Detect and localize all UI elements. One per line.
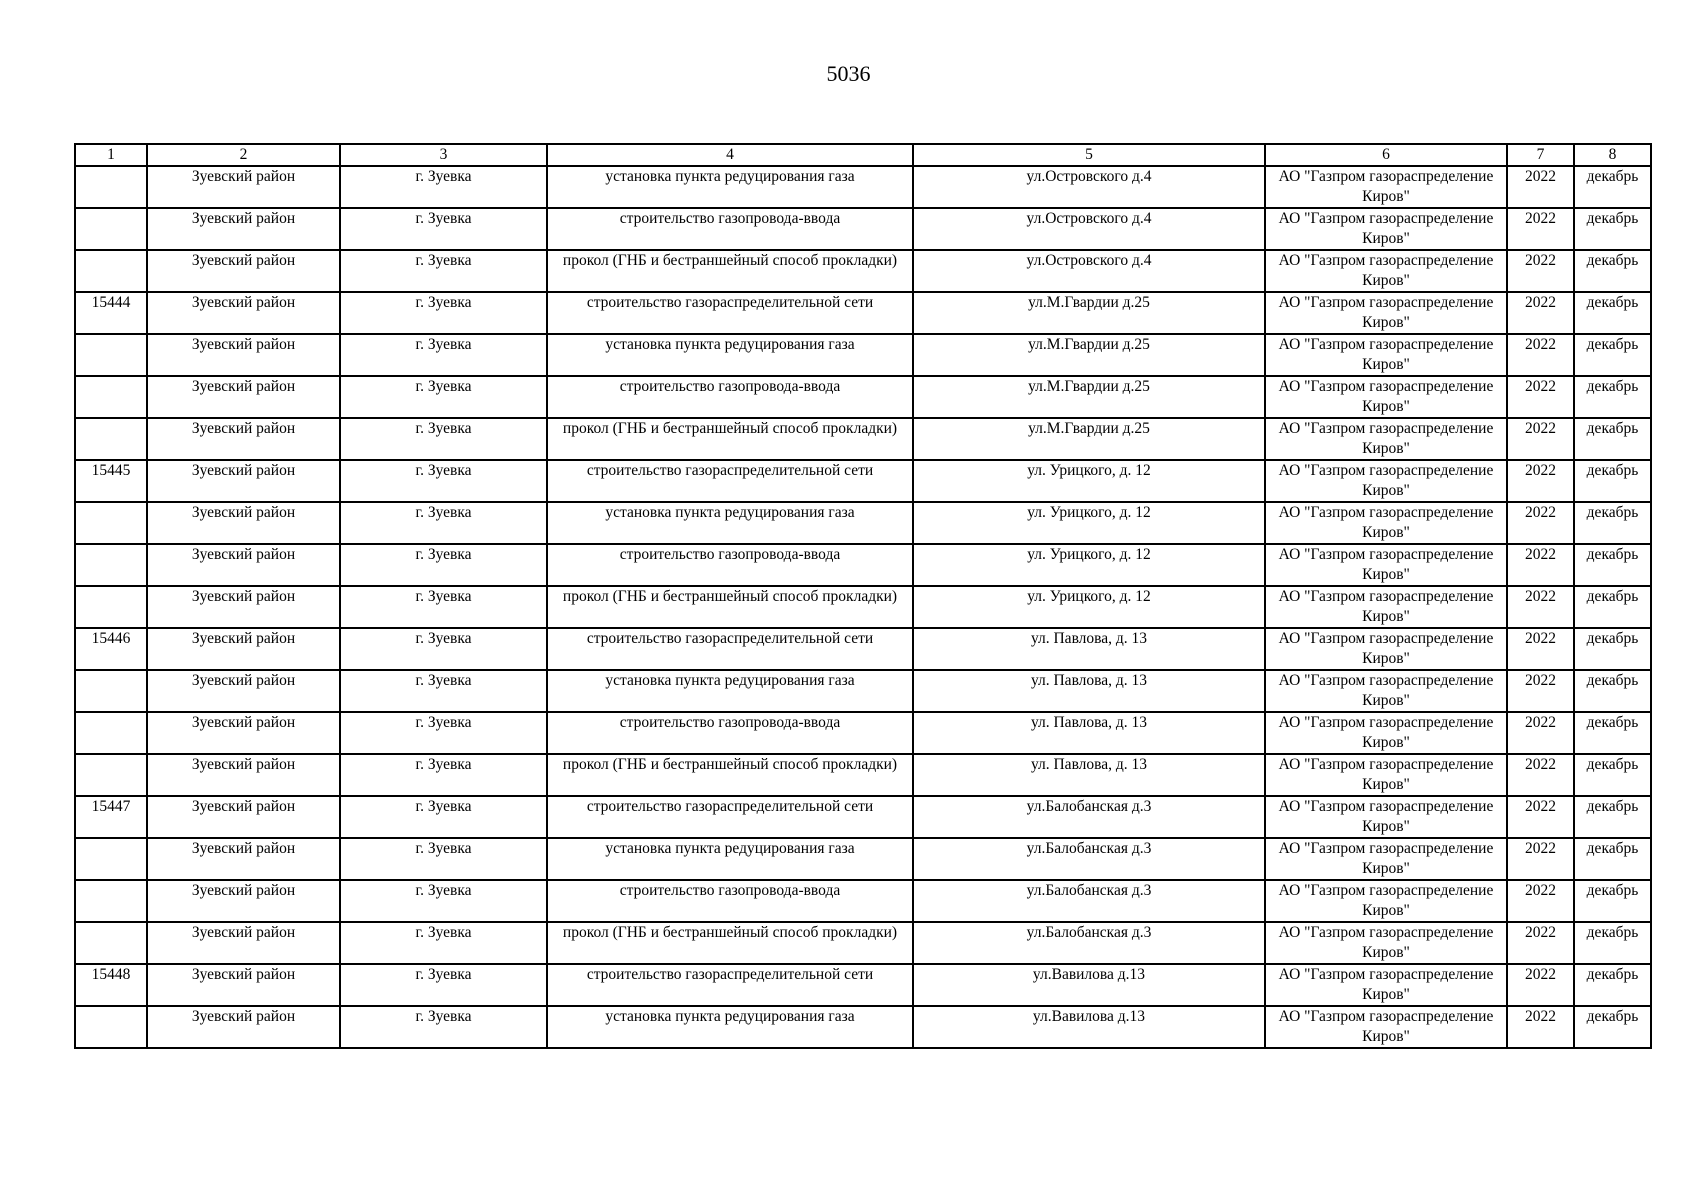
cell-town: г. Зуевка <box>340 670 547 712</box>
table-row <box>75 712 1651 754</box>
table-row <box>75 670 1651 712</box>
cell-year: 2022 <box>1507 628 1574 670</box>
cell-work-type: установка пункта редуцирования газа <box>547 334 913 376</box>
cell-address: ул.Балобанская д.3 <box>913 838 1265 880</box>
cell-town: г. Зуевка <box>340 502 547 544</box>
cell-month: декабрь <box>1574 796 1651 838</box>
table-row <box>75 754 1651 796</box>
cell-number <box>75 880 147 922</box>
cell-organization: АО "Газпром газораспределение Киров" <box>1265 712 1507 754</box>
table-row <box>75 796 1651 838</box>
cell-address: ул.Островского д.4 <box>913 208 1265 250</box>
cell-work-type: установка пункта редуцирования газа <box>547 1006 913 1048</box>
cell-month: декабрь <box>1574 292 1651 334</box>
cell-year: 2022 <box>1507 460 1574 502</box>
cell-number: 15444 <box>75 292 147 334</box>
cell-year: 2022 <box>1507 670 1574 712</box>
cell-district: Зуевский район <box>147 460 340 502</box>
table-row <box>75 880 1651 922</box>
cell-district: Зуевский район <box>147 544 340 586</box>
cell-month: декабрь <box>1574 334 1651 376</box>
cell-district: Зуевский район <box>147 628 340 670</box>
cell-number <box>75 334 147 376</box>
table-row <box>75 208 1651 250</box>
cell-number <box>75 166 147 208</box>
cell-work-type: строительство газораспределительной сети <box>547 628 913 670</box>
cell-address: ул. Урицкого, д. 12 <box>913 460 1265 502</box>
cell-town: г. Зуевка <box>340 586 547 628</box>
cell-address: ул.Островского д.4 <box>913 166 1265 208</box>
cell-address: ул.М.Гвардии д.25 <box>913 376 1265 418</box>
cell-number: 15447 <box>75 796 147 838</box>
cell-organization: АО "Газпром газораспределение Киров" <box>1265 460 1507 502</box>
header-cell-3: 3 <box>340 144 547 166</box>
cell-town: г. Зуевка <box>340 166 547 208</box>
cell-month: декабрь <box>1574 838 1651 880</box>
cell-month: декабрь <box>1574 712 1651 754</box>
cell-month: декабрь <box>1574 460 1651 502</box>
cell-address: ул.М.Гвардии д.25 <box>913 292 1265 334</box>
cell-district: Зуевский район <box>147 418 340 460</box>
cell-month: декабрь <box>1574 250 1651 292</box>
cell-work-type: установка пункта редуцирования газа <box>547 838 913 880</box>
table-body <box>75 166 1651 1048</box>
header-cell-2: 2 <box>147 144 340 166</box>
cell-month: декабрь <box>1574 166 1651 208</box>
cell-district: Зуевский район <box>147 964 340 1006</box>
cell-number <box>75 376 147 418</box>
table-row <box>75 376 1651 418</box>
page-number: 5036 <box>826 61 871 86</box>
cell-year: 2022 <box>1507 502 1574 544</box>
cell-work-type: строительство газораспределительной сети <box>547 292 913 334</box>
cell-number <box>75 1006 147 1048</box>
table-row <box>75 166 1651 208</box>
cell-address: ул. Павлова, д. 13 <box>913 670 1265 712</box>
header-cell-7: 7 <box>1507 144 1574 166</box>
cell-address: ул.Балобанская д.3 <box>913 796 1265 838</box>
cell-month: декабрь <box>1574 628 1651 670</box>
cell-month: декабрь <box>1574 754 1651 796</box>
cell-address: ул. Павлова, д. 13 <box>913 712 1265 754</box>
cell-year: 2022 <box>1507 418 1574 460</box>
cell-district: Зуевский район <box>147 334 340 376</box>
cell-district: Зуевский район <box>147 922 340 964</box>
cell-address: ул. Урицкого, д. 12 <box>913 586 1265 628</box>
works-table <box>74 143 1652 1049</box>
cell-work-type: прокол (ГНБ и бестраншейный способ прокладки) <box>547 922 913 964</box>
cell-district: Зуевский район <box>147 712 340 754</box>
cell-month: декабрь <box>1574 1006 1651 1048</box>
cell-number: 15445 <box>75 460 147 502</box>
table-row <box>75 544 1651 586</box>
cell-year: 2022 <box>1507 922 1574 964</box>
cell-month: декабрь <box>1574 418 1651 460</box>
cell-month: декабрь <box>1574 922 1651 964</box>
cell-address: ул. Урицкого, д. 12 <box>913 544 1265 586</box>
cell-number <box>75 754 147 796</box>
cell-address: ул.Балобанская д.3 <box>913 880 1265 922</box>
header-cell-4: 4 <box>547 144 913 166</box>
cell-year: 2022 <box>1507 964 1574 1006</box>
cell-organization: АО "Газпром газораспределение Киров" <box>1265 166 1507 208</box>
cell-year: 2022 <box>1507 712 1574 754</box>
header-cell-5: 5 <box>913 144 1265 166</box>
cell-district: Зуевский район <box>147 1006 340 1048</box>
cell-address: ул.М.Гвардии д.25 <box>913 334 1265 376</box>
header-cell-1: 1 <box>75 144 147 166</box>
cell-organization: АО "Газпром газораспределение Киров" <box>1265 292 1507 334</box>
cell-district: Зуевский район <box>147 292 340 334</box>
cell-work-type: строительство газопровода-ввода <box>547 712 913 754</box>
cell-year: 2022 <box>1507 334 1574 376</box>
cell-district: Зуевский район <box>147 880 340 922</box>
cell-month: декабрь <box>1574 502 1651 544</box>
cell-work-type: строительство газораспределительной сети <box>547 796 913 838</box>
cell-number <box>75 670 147 712</box>
cell-work-type: установка пункта редуцирования газа <box>547 670 913 712</box>
cell-organization: АО "Газпром газораспределение Киров" <box>1265 754 1507 796</box>
cell-town: г. Зуевка <box>340 418 547 460</box>
cell-month: декабрь <box>1574 376 1651 418</box>
cell-year: 2022 <box>1507 292 1574 334</box>
cell-number <box>75 712 147 754</box>
cell-year: 2022 <box>1507 754 1574 796</box>
cell-address: ул. Павлова, д. 13 <box>913 754 1265 796</box>
cell-town: г. Зуевка <box>340 880 547 922</box>
cell-address: ул.М.Гвардии д.25 <box>913 418 1265 460</box>
table-row <box>75 1006 1651 1048</box>
cell-organization: АО "Газпром газораспределение Киров" <box>1265 880 1507 922</box>
cell-year: 2022 <box>1507 544 1574 586</box>
cell-town: г. Зуевка <box>340 334 547 376</box>
cell-number <box>75 838 147 880</box>
cell-town: г. Зуевка <box>340 208 547 250</box>
table-row <box>75 460 1651 502</box>
cell-year: 2022 <box>1507 1006 1574 1048</box>
cell-work-type: строительство газопровода-ввода <box>547 208 913 250</box>
cell-district: Зуевский район <box>147 208 340 250</box>
cell-number <box>75 418 147 460</box>
table-row <box>75 250 1651 292</box>
cell-year: 2022 <box>1507 796 1574 838</box>
cell-town: г. Зуевка <box>340 292 547 334</box>
cell-town: г. Зуевка <box>340 544 547 586</box>
cell-organization: АО "Газпром газораспределение Киров" <box>1265 670 1507 712</box>
cell-town: г. Зуевка <box>340 964 547 1006</box>
cell-organization: АО "Газпром газораспределение Киров" <box>1265 502 1507 544</box>
cell-work-type: строительство газораспределительной сети <box>547 964 913 1006</box>
cell-organization: АО "Газпром газораспределение Киров" <box>1265 838 1507 880</box>
cell-month: декабрь <box>1574 586 1651 628</box>
cell-work-type: строительство газопровода-ввода <box>547 880 913 922</box>
cell-number <box>75 544 147 586</box>
cell-organization: АО "Газпром газораспределение Киров" <box>1265 586 1507 628</box>
table-row <box>75 922 1651 964</box>
cell-district: Зуевский район <box>147 376 340 418</box>
cell-district: Зуевский район <box>147 586 340 628</box>
cell-town: г. Зуевка <box>340 712 547 754</box>
table-row <box>75 964 1651 1006</box>
table-row <box>75 418 1651 460</box>
cell-number <box>75 250 147 292</box>
cell-address: ул. Павлова, д. 13 <box>913 628 1265 670</box>
table-row <box>75 628 1651 670</box>
cell-town: г. Зуевка <box>340 628 547 670</box>
cell-district: Зуевский район <box>147 250 340 292</box>
header-row <box>75 144 1651 166</box>
cell-month: декабрь <box>1574 544 1651 586</box>
cell-organization: АО "Газпром газораспределение Киров" <box>1265 964 1507 1006</box>
cell-organization: АО "Газпром газораспределение Киров" <box>1265 628 1507 670</box>
cell-year: 2022 <box>1507 250 1574 292</box>
cell-district: Зуевский район <box>147 166 340 208</box>
table-row <box>75 586 1651 628</box>
table-row <box>75 334 1651 376</box>
cell-work-type: установка пункта редуцирования газа <box>547 166 913 208</box>
cell-address: ул.Вавилова д.13 <box>913 964 1265 1006</box>
cell-organization: АО "Газпром газораспределение Киров" <box>1265 1006 1507 1048</box>
cell-district: Зуевский район <box>147 670 340 712</box>
cell-year: 2022 <box>1507 880 1574 922</box>
cell-organization: АО "Газпром газораспределение Киров" <box>1265 376 1507 418</box>
cell-organization: АО "Газпром газораспределение Киров" <box>1265 544 1507 586</box>
cell-month: декабрь <box>1574 670 1651 712</box>
cell-town: г. Зуевка <box>340 754 547 796</box>
cell-year: 2022 <box>1507 208 1574 250</box>
cell-year: 2022 <box>1507 166 1574 208</box>
cell-work-type: строительство газопровода-ввода <box>547 544 913 586</box>
cell-year: 2022 <box>1507 376 1574 418</box>
cell-town: г. Зуевка <box>340 1006 547 1048</box>
cell-district: Зуевский район <box>147 838 340 880</box>
cell-organization: АО "Газпром газораспределение Киров" <box>1265 334 1507 376</box>
cell-month: декабрь <box>1574 880 1651 922</box>
cell-district: Зуевский район <box>147 502 340 544</box>
cell-town: г. Зуевка <box>340 838 547 880</box>
cell-town: г. Зуевка <box>340 250 547 292</box>
header-cell-8: 8 <box>1574 144 1651 166</box>
cell-town: г. Зуевка <box>340 796 547 838</box>
cell-organization: АО "Газпром газораспределение Киров" <box>1265 418 1507 460</box>
cell-year: 2022 <box>1507 586 1574 628</box>
cell-month: декабрь <box>1574 964 1651 1006</box>
cell-work-type: строительство газопровода-ввода <box>547 376 913 418</box>
cell-organization: АО "Газпром газораспределение Киров" <box>1265 796 1507 838</box>
cell-number <box>75 502 147 544</box>
cell-town: г. Зуевка <box>340 922 547 964</box>
table-row <box>75 502 1651 544</box>
cell-number <box>75 922 147 964</box>
cell-organization: АО "Газпром газораспределение Киров" <box>1265 250 1507 292</box>
cell-address: ул.Вавилова д.13 <box>913 1006 1265 1048</box>
cell-month: декабрь <box>1574 208 1651 250</box>
cell-address: ул.Островского д.4 <box>913 250 1265 292</box>
cell-work-type: строительство газораспределительной сети <box>547 460 913 502</box>
cell-number <box>75 586 147 628</box>
cell-district: Зуевский район <box>147 754 340 796</box>
cell-address: ул.Балобанская д.3 <box>913 922 1265 964</box>
cell-district: Зуевский район <box>147 796 340 838</box>
cell-organization: АО "Газпром газораспределение Киров" <box>1265 208 1507 250</box>
cell-town: г. Зуевка <box>340 460 547 502</box>
cell-work-type: прокол (ГНБ и бестраншейный способ прокладки) <box>547 418 913 460</box>
cell-year: 2022 <box>1507 838 1574 880</box>
cell-town: г. Зуевка <box>340 376 547 418</box>
cell-work-type: прокол (ГНБ и бестраншейный способ прокладки) <box>547 250 913 292</box>
cell-number: 15448 <box>75 964 147 1006</box>
table-row <box>75 292 1651 334</box>
cell-address: ул. Урицкого, д. 12 <box>913 502 1265 544</box>
header-cell-6: 6 <box>1265 144 1507 166</box>
cell-work-type: установка пункта редуцирования газа <box>547 502 913 544</box>
cell-number <box>75 208 147 250</box>
cell-work-type: прокол (ГНБ и бестраншейный способ прокладки) <box>547 754 913 796</box>
table-row <box>75 838 1651 880</box>
cell-organization: АО "Газпром газораспределение Киров" <box>1265 922 1507 964</box>
cell-work-type: прокол (ГНБ и бестраншейный способ прокладки) <box>547 586 913 628</box>
cell-number: 15446 <box>75 628 147 670</box>
